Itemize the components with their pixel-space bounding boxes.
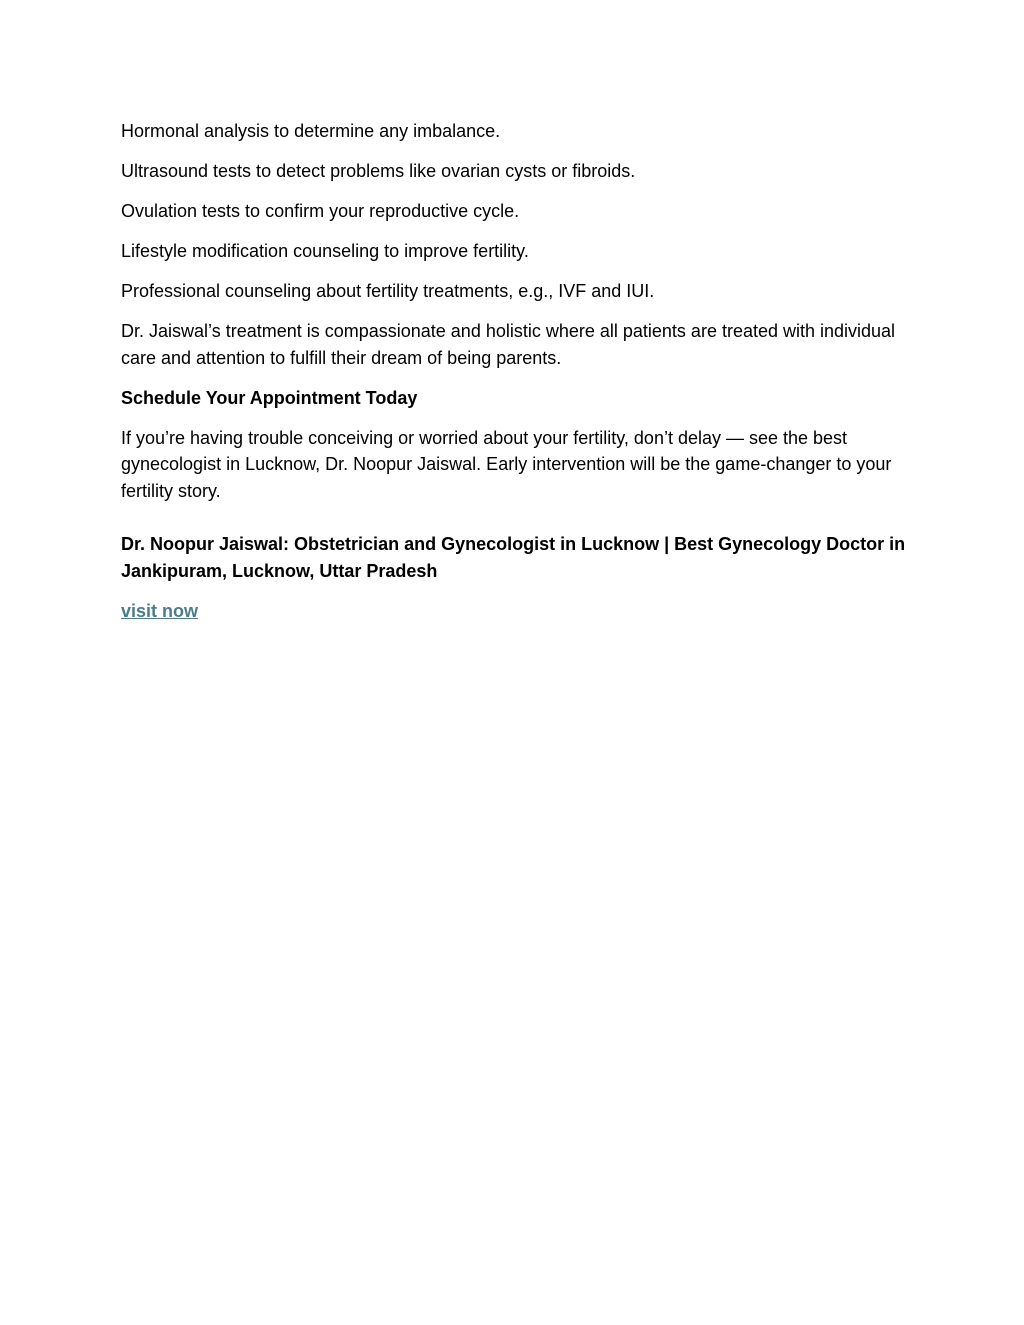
- footer-title: Dr. Noopur Jaiswal: Obstetrician and Gynecologist in Lucknow | Best Gynecology Doctor in Jankipuram, Lucknow, Uttar Pradesh: [121, 534, 906, 581]
- paragraph-professional-counseling: Professional counseling about fertility treatments, e.g., IVF and IUI.: [121, 281, 655, 301]
- paragraph-hormonal-analysis: Hormonal analysis to determine any imbalance.: [121, 121, 501, 141]
- visit-now-link[interactable]: visit now: [121, 600, 199, 621]
- paragraph-lifestyle-counseling: Lifestyle modification counseling to improve fertility.: [121, 241, 529, 261]
- document-page: [121, 118, 911, 624]
- paragraph-treatment-description: Dr. Jaiswal’s treatment is compassionate and holistic where all patients are treated with individual care and attention to fulfill their dream of being parents.: [121, 321, 896, 368]
- paragraph-ultrasound-tests: Ultrasound tests to detect problems like ovarian cysts or fibroids.: [121, 161, 636, 181]
- paragraph-ovulation-tests: Ovulation tests to confirm your reproductive cycle.: [121, 201, 520, 221]
- section-paragraph: If you’re having trouble conceiving or worried about your fertility, don’t delay — see the best gynecologist in Lucknow, Dr. Noopur Jaiswal. Early intervention will be the game-changer to your fertility story.: [121, 427, 892, 501]
- section-heading: Schedule Your Appointment Today: [121, 387, 418, 408]
- spacer: [121, 518, 911, 532]
